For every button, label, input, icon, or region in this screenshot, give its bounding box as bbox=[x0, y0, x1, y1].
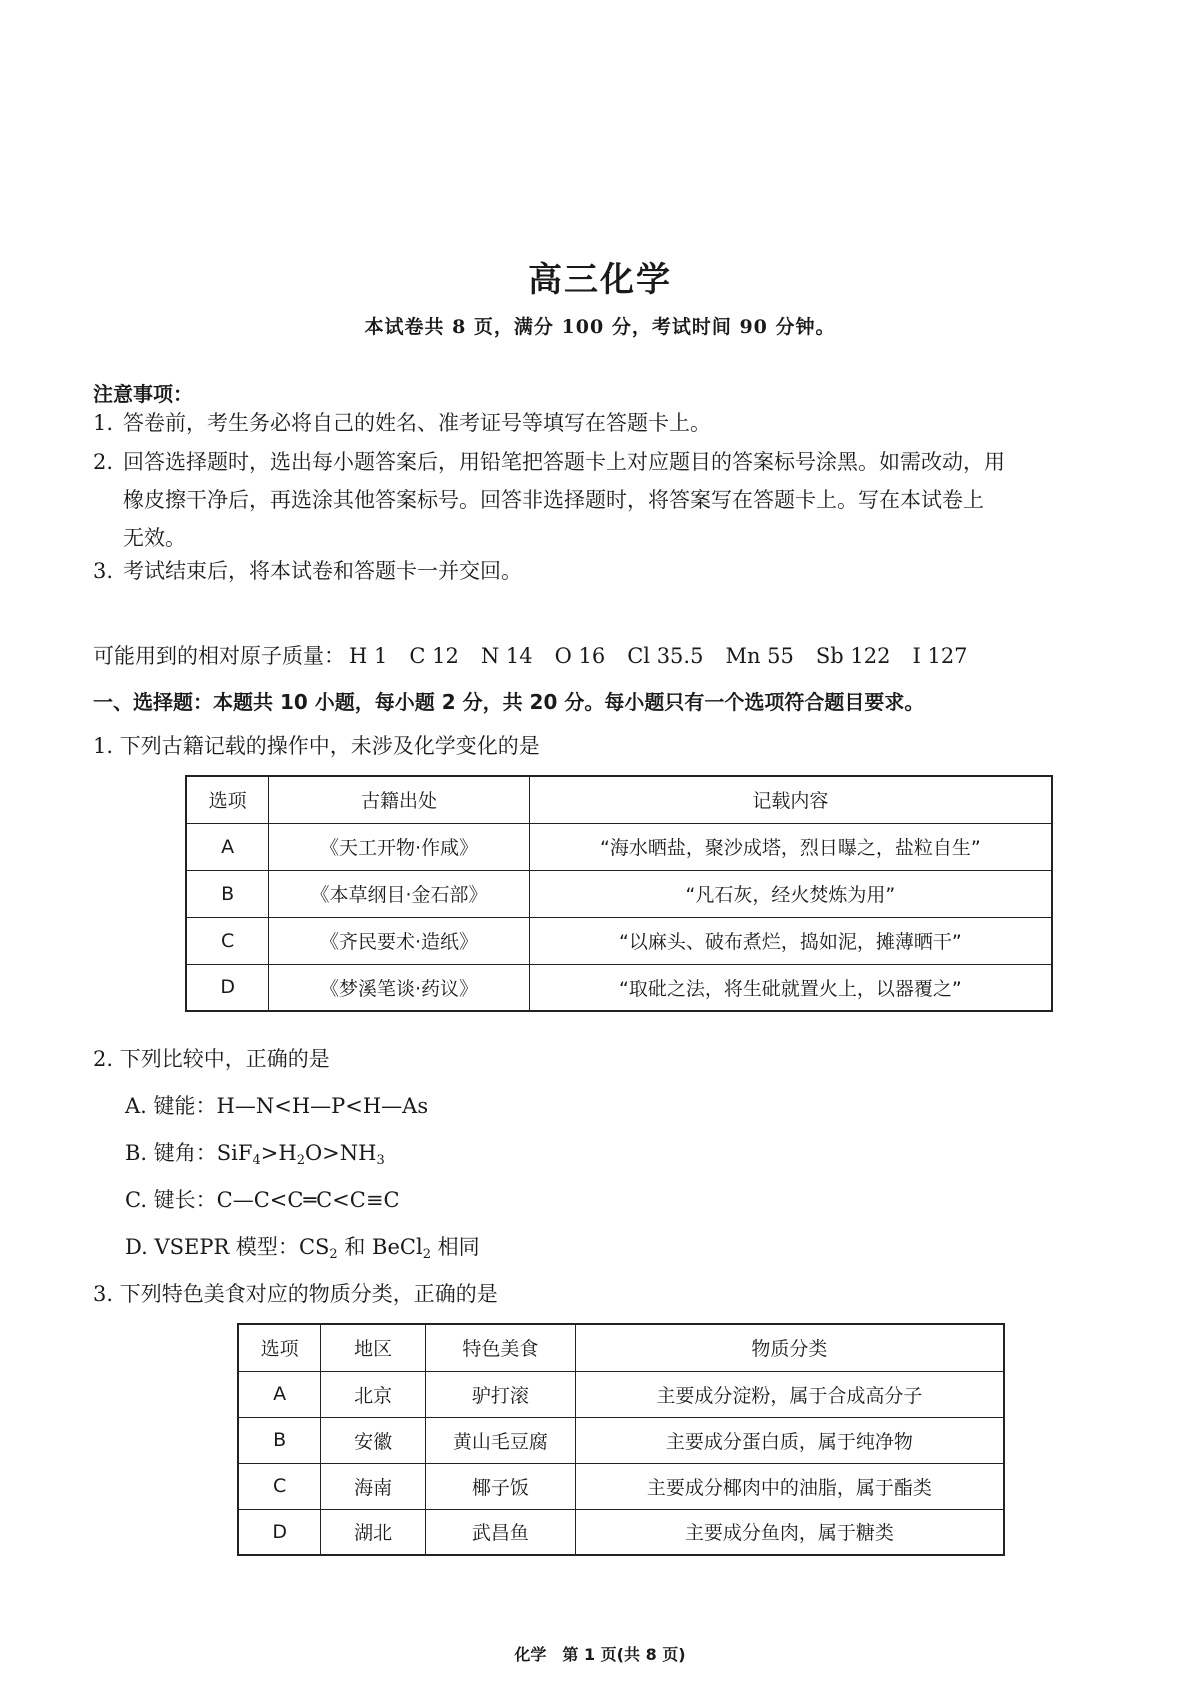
atomic-mass-h: H 1 bbox=[349, 644, 388, 668]
section-heading: 一、选择题：本题共 10 小题，每小题 2 分，共 20 分。每小题只有一个选项符合题目要求。 bbox=[93, 690, 925, 714]
table-cell: “以麻头、破布煮烂，捣如泥，摊薄晒干” bbox=[529, 917, 1052, 964]
table-header-row bbox=[238, 1324, 1004, 1371]
formula-part: 相同 bbox=[430, 1235, 480, 1259]
notice-text: 无效。 bbox=[123, 526, 186, 550]
option-prefix: C. 键长： bbox=[125, 1188, 217, 1212]
question-1-table bbox=[185, 775, 1053, 1012]
question-2-option-b bbox=[125, 1137, 385, 1168]
question-1-stem: 1. 下列古籍记载的操作中，未涉及化学变化的是 bbox=[93, 734, 540, 758]
page-subtitle: 本试卷共 8 页，满分 100 分，考试时间 90 分钟。 bbox=[364, 316, 836, 338]
atomic-mass-o: O 16 bbox=[554, 644, 606, 668]
table-cell: 黄山毛豆腐 bbox=[426, 1417, 576, 1463]
table-header-cell: 选项 bbox=[238, 1324, 321, 1371]
table-cell: D bbox=[186, 964, 269, 1011]
atomic-masses-label: 可能用到的相对原子质量： bbox=[93, 644, 345, 668]
table-cell: 主要成分淀粉，属于合成高分子 bbox=[575, 1371, 1004, 1417]
option-text: H—N<H—P<H—As bbox=[216, 1094, 429, 1118]
page-footer: 化学 第 1 页(共 8 页) bbox=[514, 1645, 686, 1664]
notice-heading: 注意事项： bbox=[93, 382, 193, 406]
table-cell: 《齐民要术·造纸》 bbox=[269, 917, 529, 964]
table-cell: 《天工开物·作咸》 bbox=[269, 823, 529, 870]
table-cell: B bbox=[238, 1417, 321, 1463]
question-2-option-d bbox=[125, 1231, 480, 1262]
formula-subscript: 2 bbox=[422, 1247, 431, 1262]
table-cell: 《本草纲目·金石部》 bbox=[269, 870, 529, 917]
notice-text: 答卷前，考生务必将自己的姓名、准考证号等填写在答题卡上。 bbox=[123, 411, 711, 435]
table-cell: 武昌鱼 bbox=[426, 1509, 576, 1555]
notice-text: 考试结束后，将本试卷和答题卡一并交回。 bbox=[123, 559, 522, 583]
table-header-cell: 选项 bbox=[186, 776, 269, 823]
atomic-masses bbox=[93, 640, 990, 670]
notice-number: 2. bbox=[93, 450, 114, 474]
table-header-cell: 地区 bbox=[321, 1324, 426, 1371]
atomic-mass-cl: Cl 35.5 bbox=[627, 644, 704, 668]
table-row bbox=[238, 1417, 1004, 1463]
table-cell: 安徽 bbox=[321, 1417, 426, 1463]
notice-number: 3. bbox=[93, 559, 114, 583]
atomic-mass-sb: Sb 122 bbox=[815, 644, 891, 668]
question-2-option-a bbox=[125, 1090, 428, 1120]
formula-part: O>NH bbox=[304, 1141, 377, 1165]
table-cell: “凡石灰，经火焚炼为用” bbox=[529, 870, 1052, 917]
option-prefix: B. 键角： bbox=[125, 1141, 217, 1165]
table-cell: 湖北 bbox=[321, 1509, 426, 1555]
table-cell: A bbox=[238, 1371, 321, 1417]
table-cell: “取砒之法，将生砒就置火上，以器覆之” bbox=[529, 964, 1052, 1011]
formula-subscript: 2 bbox=[296, 1153, 305, 1168]
table-header-cell: 特色美食 bbox=[426, 1324, 576, 1371]
table-row bbox=[238, 1371, 1004, 1417]
formula-subscript: 4 bbox=[252, 1153, 261, 1168]
table-row bbox=[186, 917, 1052, 964]
table-cell: C bbox=[186, 917, 269, 964]
table-row bbox=[186, 964, 1052, 1011]
table-header-cell: 古籍出处 bbox=[269, 776, 529, 823]
atomic-mass-i: I 127 bbox=[912, 644, 968, 668]
table-cell: 海南 bbox=[321, 1463, 426, 1509]
table-cell: 主要成分蛋白质，属于纯净物 bbox=[575, 1417, 1004, 1463]
notice-text: 橡皮擦干净后，再选涂其他答案标号。回答非选择题时，将答案写在答题卡上。写在本试卷上 bbox=[123, 488, 984, 512]
table-cell: C bbox=[238, 1463, 321, 1509]
table-cell: 椰子饭 bbox=[426, 1463, 576, 1509]
question-2-stem: 2. 下列比较中，正确的是 bbox=[93, 1047, 330, 1071]
option-text: C—C<C═C<C≡C bbox=[216, 1188, 400, 1212]
atomic-mass-mn: Mn 55 bbox=[725, 644, 794, 668]
table-header-cell: 记载内容 bbox=[529, 776, 1052, 823]
notice-item-2 bbox=[93, 418, 1128, 557]
atomic-mass-n: N 14 bbox=[480, 644, 533, 668]
option-prefix: D. VSEPR 模型： bbox=[125, 1235, 299, 1259]
question-2-option-c bbox=[125, 1184, 400, 1214]
notice-text: 回答选择题时，选出每小题答案后，用铅笔把答题卡上对应题目的答案标号涂黑。如需改动，用 bbox=[123, 450, 1005, 474]
formula-subscript: 2 bbox=[329, 1247, 338, 1262]
formula-part: >H bbox=[260, 1141, 297, 1165]
table-cell: 北京 bbox=[321, 1371, 426, 1417]
table-cell: 驴打滚 bbox=[426, 1371, 576, 1417]
notice-item-3 bbox=[93, 552, 1128, 590]
table-row bbox=[238, 1463, 1004, 1509]
formula-part: SiF bbox=[216, 1141, 253, 1165]
formula-part: CS bbox=[298, 1235, 330, 1259]
option-prefix: A. 键能： bbox=[125, 1094, 217, 1118]
table-cell: 主要成分鱼肉，属于糖类 bbox=[575, 1509, 1004, 1555]
question-3-table bbox=[237, 1323, 1005, 1556]
formula-subscript: 3 bbox=[376, 1153, 385, 1168]
table-cell: 主要成分椰肉中的油脂，属于酯类 bbox=[575, 1463, 1004, 1509]
table-cell: A bbox=[186, 823, 269, 870]
table-row bbox=[238, 1509, 1004, 1555]
table-cell: “海水晒盐，聚沙成塔，烈日曝之，盐粒自生” bbox=[529, 823, 1052, 870]
table-header-row bbox=[186, 776, 1052, 823]
page-title: 高三化学 bbox=[528, 260, 672, 300]
table-row bbox=[186, 823, 1052, 870]
formula-part: 和 BeCl bbox=[337, 1235, 423, 1259]
table-cell: B bbox=[186, 870, 269, 917]
table-cell: 《梦溪笔谈·药议》 bbox=[269, 964, 529, 1011]
table-cell: D bbox=[238, 1509, 321, 1555]
notice-number: 1. bbox=[93, 411, 114, 435]
atomic-mass-c: C 12 bbox=[409, 644, 459, 668]
table-header-cell: 物质分类 bbox=[575, 1324, 1004, 1371]
question-3-stem: 3. 下列特色美食对应的物质分类，正确的是 bbox=[93, 1282, 498, 1306]
table-row bbox=[186, 870, 1052, 917]
